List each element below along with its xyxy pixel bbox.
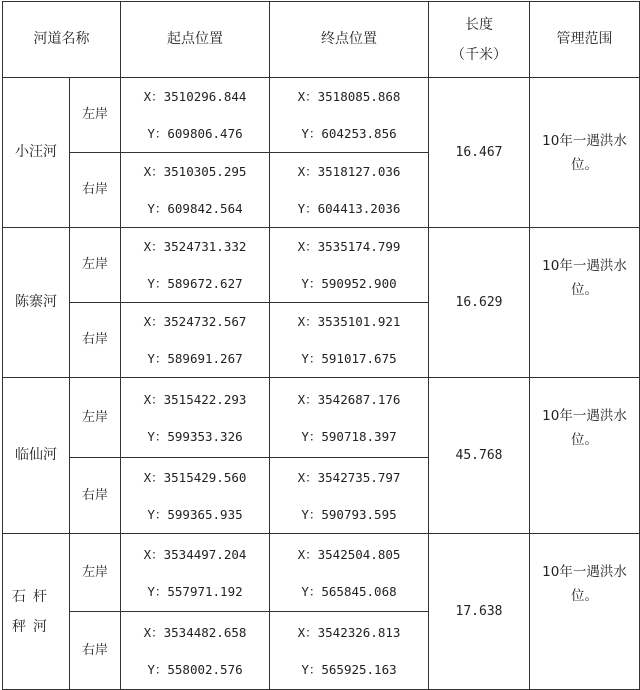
header-row xyxy=(3,2,640,78)
river-name: 临仙河 xyxy=(3,378,70,534)
start-coordinates xyxy=(121,378,270,458)
start-y: Y：557971.192 xyxy=(147,583,243,599)
river-management-table xyxy=(2,1,640,690)
start-x: X：3534497.204 xyxy=(143,546,247,562)
start-y: Y：609842.564 xyxy=(147,201,243,216)
start-coordinates xyxy=(121,153,270,228)
start-y: Y：558002.576 xyxy=(147,661,243,677)
header-length xyxy=(429,2,530,78)
bank-side: 左岸 xyxy=(70,78,121,153)
end-x: X：3518085.868 xyxy=(297,89,401,104)
river-length: 16.629 xyxy=(429,228,530,378)
river-length: 45.768 xyxy=(429,378,530,534)
bank-side: 左岸 xyxy=(70,378,121,458)
start-y: Y：589691.267 xyxy=(147,351,243,366)
header-end: 终点位置 xyxy=(270,2,429,78)
end-y: Y：604413.2036 xyxy=(297,201,401,216)
bank-side: 右岸 xyxy=(70,303,121,378)
start-coordinates xyxy=(121,534,270,612)
start-x: X：3515429.560 xyxy=(143,469,247,485)
header-start: 起点位置 xyxy=(121,2,270,78)
end-x: X：3542504.805 xyxy=(297,546,401,562)
end-y: Y：590952.900 xyxy=(301,276,397,291)
end-y: Y：565845.068 xyxy=(301,583,397,599)
start-coordinates xyxy=(121,612,270,690)
end-coordinates xyxy=(270,228,429,303)
end-coordinates xyxy=(270,378,429,458)
table-row xyxy=(3,78,640,153)
bank-side: 左岸 xyxy=(70,228,121,303)
end-coordinates xyxy=(270,612,429,690)
end-coordinates xyxy=(270,78,429,153)
end-coordinates xyxy=(270,153,429,228)
header-length-unit: （千米） xyxy=(451,46,507,63)
end-y: Y：590718.397 xyxy=(301,428,397,444)
start-coordinates xyxy=(121,78,270,153)
management-scope: 10年一遇洪水位。 xyxy=(530,78,640,228)
header-river-name: 河道名称 xyxy=(3,2,121,78)
start-y: Y：589672.627 xyxy=(147,276,243,291)
end-x: X：3542735.797 xyxy=(297,469,401,485)
start-y: Y：599353.326 xyxy=(147,428,243,444)
table-row xyxy=(3,534,640,612)
start-x: X：3510296.844 xyxy=(143,89,247,104)
start-coordinates xyxy=(121,458,270,534)
bank-side: 右岸 xyxy=(70,153,121,228)
end-x: X：3535174.799 xyxy=(297,239,401,254)
start-y: Y：599365.935 xyxy=(147,506,243,522)
end-coordinates xyxy=(270,458,429,534)
end-coordinates xyxy=(270,303,429,378)
start-x: X：3510305.295 xyxy=(143,164,247,179)
end-x: X：3542326.813 xyxy=(297,624,401,640)
header-scope: 管理范围 xyxy=(530,2,640,78)
end-x: X：3518127.036 xyxy=(297,164,401,179)
bank-side: 右岸 xyxy=(70,458,121,534)
bank-side: 右岸 xyxy=(70,612,121,690)
river-length: 17.638 xyxy=(429,534,530,690)
table-row xyxy=(3,378,640,458)
end-coordinates xyxy=(270,534,429,612)
end-y: Y：590793.595 xyxy=(301,506,397,522)
end-y: Y：565925.163 xyxy=(301,661,397,677)
table-row xyxy=(3,228,640,303)
river-name: 石杆秤河 xyxy=(3,534,70,690)
bank-side: 左岸 xyxy=(70,534,121,612)
end-x: X：3535101.921 xyxy=(297,314,401,329)
management-scope: 10年一遇洪水位。 xyxy=(530,534,640,690)
end-y: Y：604253.856 xyxy=(301,126,397,141)
start-coordinates xyxy=(121,228,270,303)
start-y: Y：609806.476 xyxy=(147,126,243,141)
management-scope: 10年一遇洪水位。 xyxy=(530,228,640,378)
header-length-label: 长度 xyxy=(465,16,493,33)
start-x: X：3515422.293 xyxy=(143,391,247,407)
river-length: 16.467 xyxy=(429,78,530,228)
start-x: X：3534482.658 xyxy=(143,624,247,640)
start-x: X：3524731.332 xyxy=(143,239,247,254)
river-name: 小汪河 xyxy=(3,78,70,228)
end-y: Y：591017.675 xyxy=(301,351,397,366)
start-coordinates xyxy=(121,303,270,378)
start-x: X：3524732.567 xyxy=(143,314,247,329)
end-x: X：3542687.176 xyxy=(297,391,401,407)
river-name: 陈寨河 xyxy=(3,228,70,378)
management-scope: 10年一遇洪水位。 xyxy=(530,378,640,534)
